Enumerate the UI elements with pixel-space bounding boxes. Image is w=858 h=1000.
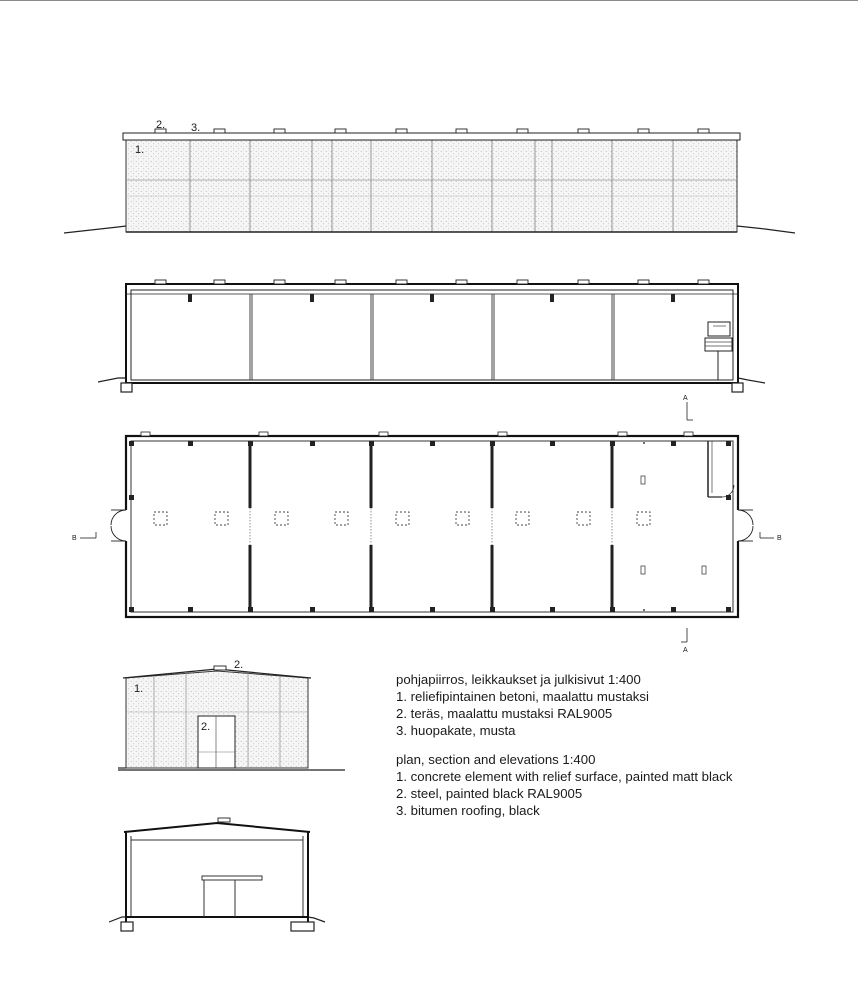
plan-partition xyxy=(249,545,252,612)
legend-english-item-3: 3. bitumen roofing, black xyxy=(396,803,540,818)
roof-beam xyxy=(550,294,554,302)
plan-column xyxy=(248,607,253,612)
roof-vent xyxy=(578,280,589,284)
plan-partition xyxy=(491,441,494,508)
skylight-outline xyxy=(275,512,288,525)
legend-english-item-1: 1. concrete element with relief surface, painted matt black xyxy=(396,769,733,784)
skylight-outline xyxy=(456,512,469,525)
plan-column xyxy=(310,441,315,446)
plan-roof-mark xyxy=(618,432,627,436)
callout-1-elevation: 1. xyxy=(135,144,145,156)
section-mark-a-top: A xyxy=(683,395,688,402)
roof-vent xyxy=(698,280,709,284)
roof-vent xyxy=(396,280,407,284)
skylight-outline xyxy=(154,512,167,525)
plan-roof-mark xyxy=(498,432,507,436)
legend-finnish-item-2: 2. teräs, maalattu mustaksi RAL9005 xyxy=(396,706,613,721)
plan-column xyxy=(671,441,676,446)
floor-plan xyxy=(72,432,782,654)
plan-partition xyxy=(611,441,614,508)
plan-column xyxy=(129,495,134,500)
plan-column xyxy=(188,441,193,446)
section-stair xyxy=(705,322,732,380)
roof-vent xyxy=(214,129,225,133)
legend-english xyxy=(396,751,836,819)
callout-3-elevation: 3. xyxy=(191,122,201,134)
plan-roof-mark xyxy=(141,432,150,436)
plan-column xyxy=(671,607,676,612)
callout-2-end-door: 2. xyxy=(201,721,211,733)
skylight-outline xyxy=(335,512,348,525)
plan-column xyxy=(430,607,435,612)
plan-column xyxy=(188,607,193,612)
roof-vent xyxy=(335,280,346,284)
plan-door-right xyxy=(738,510,753,541)
plan-partition xyxy=(249,441,252,508)
callout-1-end: 1. xyxy=(134,683,144,695)
plan-column xyxy=(490,607,495,612)
roof-vent xyxy=(517,129,528,133)
plan-partition xyxy=(370,545,373,612)
skylight-outline xyxy=(516,512,529,525)
plan-column xyxy=(430,441,435,446)
roof-vent xyxy=(274,129,285,133)
roof-vent xyxy=(456,280,467,284)
roof-beam xyxy=(430,294,434,302)
plan-partition xyxy=(370,441,373,508)
plan-door-left xyxy=(111,510,126,541)
cross-section xyxy=(109,818,325,931)
plan-column xyxy=(610,607,615,612)
roof-beam xyxy=(671,294,675,302)
long-elevation xyxy=(64,119,795,233)
legend-english-heading: plan, section and elevations 1:400 xyxy=(396,752,596,767)
roof-vent xyxy=(214,280,225,284)
legend-finnish-item-1: 1. reliefipintainen betoni, maalattu mustaksi xyxy=(396,689,649,704)
roof-beam xyxy=(310,294,314,302)
plan-roof-mark xyxy=(684,432,693,436)
legend-english-item-2: 2. steel, painted black RAL9005 xyxy=(396,786,583,801)
plan-column xyxy=(129,607,134,612)
section-mark-a-bottom: A xyxy=(683,647,688,654)
end-elevation xyxy=(118,659,345,770)
roof-vent xyxy=(578,129,589,133)
skylight-outline xyxy=(396,512,409,525)
roof-vent xyxy=(396,129,407,133)
roof-vent xyxy=(638,280,649,284)
plan-column xyxy=(550,607,555,612)
skylight-outline xyxy=(637,512,650,525)
plan-roof-mark xyxy=(379,432,388,436)
long-section xyxy=(98,280,765,420)
drawing-legend xyxy=(396,671,836,831)
callout-2-end-roof: 2. xyxy=(234,659,244,671)
legend-finnish xyxy=(396,671,836,739)
section-mark-b-left: B xyxy=(72,535,77,542)
roof-vent xyxy=(155,280,166,284)
roof-beam xyxy=(188,294,192,302)
plan-column xyxy=(369,441,374,446)
plan-column xyxy=(129,441,134,446)
plan-column xyxy=(369,607,374,612)
legend-finnish-item-3: 3. huopakate, musta xyxy=(396,723,516,738)
plan-utility-room xyxy=(708,441,734,497)
roof-vent xyxy=(274,280,285,284)
callout-2-elevation: 2. xyxy=(156,119,166,131)
plan-column xyxy=(248,441,253,446)
plan-partition xyxy=(491,545,494,612)
skylight-outline xyxy=(215,512,228,525)
roof-vent xyxy=(638,129,649,133)
plan-column xyxy=(550,441,555,446)
roof-vent xyxy=(517,280,528,284)
roof-vent xyxy=(335,129,346,133)
plan-column xyxy=(726,441,731,446)
plan-partition xyxy=(611,545,614,612)
roof-vent xyxy=(456,129,467,133)
legend-finnish-heading: pohjapiirros, leikkaukset ja julkisivut 1:400 xyxy=(396,672,641,687)
plan-column xyxy=(490,441,495,446)
plan-column xyxy=(310,607,315,612)
plan-roof-mark xyxy=(259,432,268,436)
roof-vent xyxy=(698,129,709,133)
plan-column xyxy=(726,607,731,612)
plan-column xyxy=(610,441,615,446)
skylight-outline xyxy=(577,512,590,525)
section-mark-b-right: B xyxy=(777,535,782,542)
